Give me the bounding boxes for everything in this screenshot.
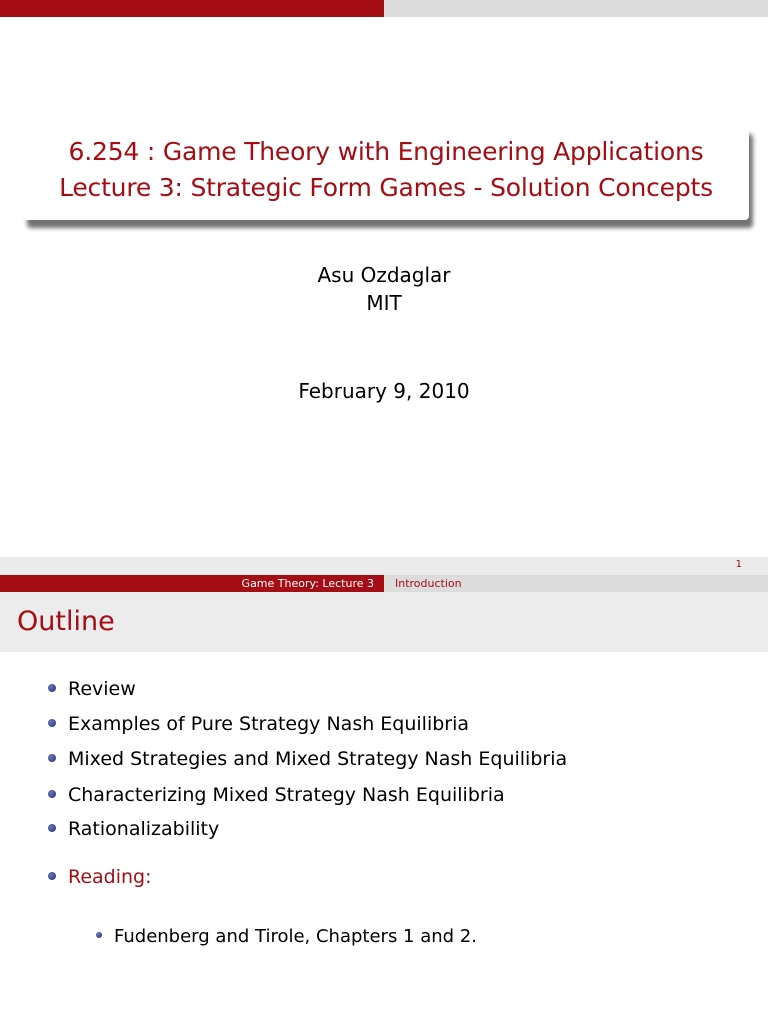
list-item-label: Examples of Pure Strategy Nash Equilibria xyxy=(68,713,470,735)
list-item xyxy=(48,748,567,770)
bullet-icon xyxy=(48,824,56,832)
bullet-icon xyxy=(48,684,56,692)
title-line-1: 6.254 : Game Theory with Engineering Applications xyxy=(68,137,704,166)
list-item-label: Characterizing Mixed Strategy Nash Equilibria xyxy=(68,784,505,806)
frame-title: Outline xyxy=(17,606,115,637)
reading-label: Reading: xyxy=(68,866,152,888)
nav-section-link[interactable]: Introduction xyxy=(395,577,462,590)
date: February 9, 2010 xyxy=(298,379,470,403)
sub-bullet-icon xyxy=(96,932,102,938)
bullet-icon xyxy=(48,719,56,727)
list-item-label: Mixed Strategies and Mixed Strategy Nash Equilibria xyxy=(68,748,568,770)
reading-item xyxy=(48,866,152,888)
author: Asu Ozdaglar xyxy=(317,263,451,287)
reading-subitem xyxy=(96,926,477,947)
bullet-icon xyxy=(48,790,56,798)
list-item xyxy=(48,713,469,735)
nav-lecture-link[interactable]: Game Theory: Lecture 3 xyxy=(241,577,374,590)
list-item-label: Rationalizability xyxy=(68,818,220,840)
bullet-icon xyxy=(48,872,56,880)
page-number-bar xyxy=(0,557,768,575)
list-item xyxy=(48,678,136,700)
page-number: 1 xyxy=(735,559,742,570)
institution: MIT xyxy=(366,291,402,315)
reading-reference: Fudenberg and Tirole, Chapters 1 and 2. xyxy=(114,926,477,947)
title-line-2: Lecture 3: Strategic Form Games - Solution Concepts xyxy=(59,173,713,202)
frame-title-band xyxy=(0,592,768,652)
bullet-icon xyxy=(48,754,56,762)
list-item-label: Review xyxy=(68,678,136,700)
list-item xyxy=(48,818,219,840)
top-bar-gray xyxy=(384,0,768,17)
list-item xyxy=(48,784,505,806)
top-bar-red xyxy=(0,0,384,17)
